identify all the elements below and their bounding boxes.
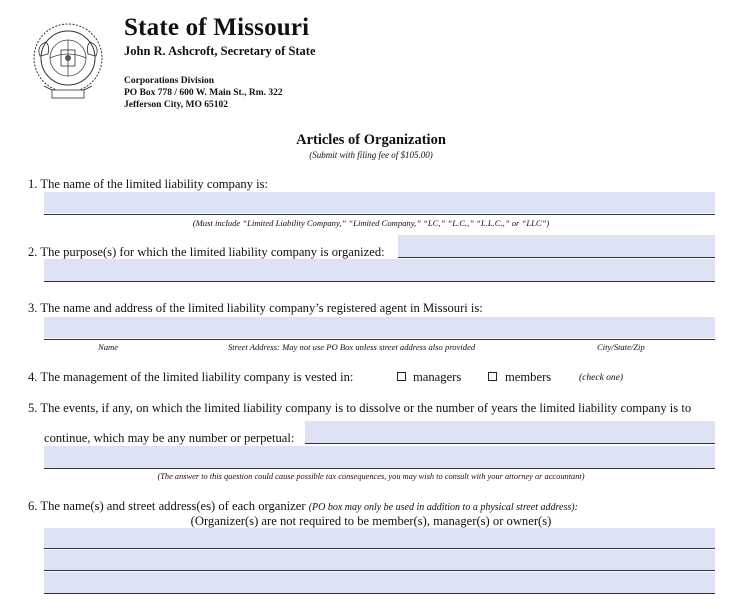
address-line: Jefferson City, MO 65102 — [124, 100, 228, 110]
po-box-note: (PO box may only be used in addition to a physical street address): — [308, 502, 578, 513]
secretary-of-state: John R. Ashcroft, Secretary of State — [124, 44, 316, 58]
question-number: 3. — [28, 301, 38, 315]
question-3 — [28, 301, 483, 316]
question-number: 4. — [28, 370, 38, 384]
question-1 — [28, 177, 268, 192]
question-text: The management of the limited liability company is vested in: — [40, 370, 354, 384]
question-text: The purpose(s) for which the limited liability company is organized: — [40, 245, 385, 259]
members-label: members — [505, 370, 552, 384]
question-2 — [28, 245, 385, 260]
field-rule — [44, 593, 715, 594]
agent-name-label: Name — [98, 342, 119, 352]
dissolution-field[interactable] — [305, 421, 715, 443]
state-seal-logo — [30, 20, 106, 104]
organizer-field-3[interactable] — [44, 572, 715, 593]
agent-street-label: Street Address: May not use PO Box unless street address also provided — [228, 342, 476, 352]
page-title: State of Missouri — [124, 14, 310, 41]
managers-checkbox[interactable] — [397, 372, 406, 381]
form-title: Articles of Organization — [296, 132, 446, 148]
company-name-note: (Must include “Limited Liability Company,” “Limited Company,” “LC,” “L.C.,” “L.L.C.,” or “LLC”) — [192, 218, 550, 228]
question-5 — [28, 401, 691, 416]
field-rule — [44, 468, 715, 469]
question-6 — [28, 499, 578, 514]
company-name-field[interactable] — [44, 192, 715, 213]
members-checkbox[interactable] — [488, 372, 497, 381]
question-5-continued: continue, which may be any number or perpetual: — [44, 431, 295, 445]
question-text: The name(s) and street address(es) of each organizer — [40, 499, 306, 513]
organizer-field-1[interactable] — [44, 528, 715, 548]
dissolution-field-continued[interactable] — [44, 446, 715, 468]
field-rule — [44, 339, 715, 340]
registered-agent-field[interactable] — [44, 317, 715, 338]
field-rule — [398, 257, 715, 258]
field-rule — [44, 281, 715, 282]
managers-label: managers — [413, 370, 462, 384]
question-number: 2. — [28, 245, 38, 259]
tax-consequence-note: (The answer to this question could cause possible tax consequences, you may wish to consult with your attorney or accountant) — [157, 472, 585, 481]
address-line: Corporations Division — [124, 76, 214, 86]
purpose-field-continued[interactable] — [44, 259, 715, 281]
field-rule — [305, 443, 715, 444]
question-text: The name and address of the limited liability company’s registered agent in Missouri is: — [40, 301, 483, 315]
field-rule — [44, 548, 715, 549]
agent-city-label: City/State/Zip — [597, 342, 645, 352]
purpose-field[interactable] — [398, 235, 715, 257]
question-text: The events, if any, on which the limited liability company is to dissolve or the number of years the limited liability company is to — [40, 401, 692, 415]
question-number: 1. — [28, 177, 38, 191]
question-4 — [28, 370, 353, 385]
question-number: 6. — [28, 499, 38, 513]
check-one-hint: (check one) — [579, 373, 624, 383]
field-rule — [44, 214, 715, 215]
question-number: 5. — [28, 401, 38, 415]
organizer-subnote: (Organizer(s) are not required to be member(s), manager(s) or owner(s) — [190, 514, 552, 528]
division-address — [124, 75, 283, 111]
field-rule — [44, 570, 715, 571]
filing-fee-note: (Submit with filing fee of $105.00) — [309, 150, 433, 160]
organizer-field-2[interactable] — [44, 550, 715, 570]
question-text: The name of the limited liability company is: — [40, 177, 269, 191]
address-line: PO Box 778 / 600 W. Main St., Rm. 322 — [124, 88, 283, 98]
